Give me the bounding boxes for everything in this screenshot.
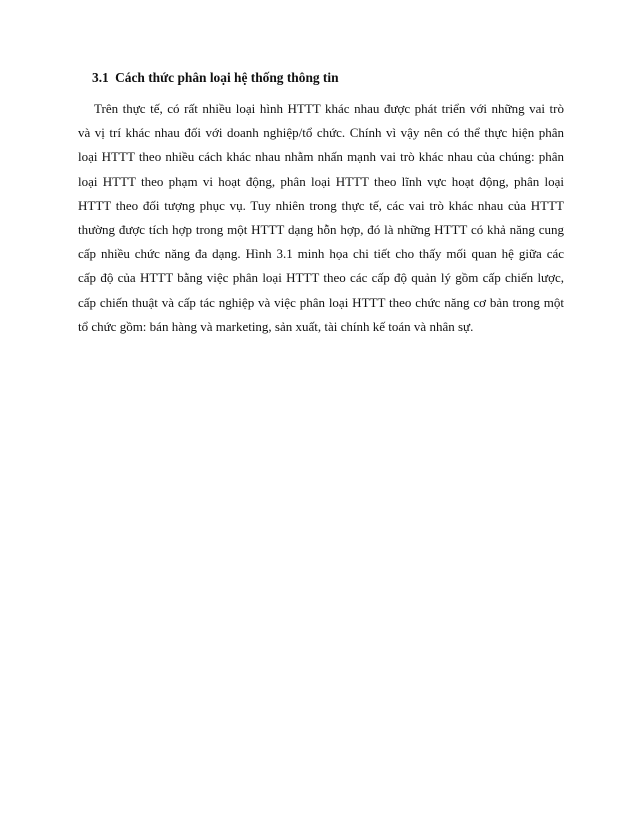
paragraph-line: loại HTTT theo phạm vi hoạt động, phân loại HTTT theo lĩnh vực hoạt động, phân loại [78,173,564,189]
paragraph-line: cấp nhiều chức năng đa dạng. Hình 3.1 minh họa chi tiết cho thấy mối quan hệ giữa các [78,246,564,262]
paragraph-line: thường được tích hợp trong một HTTT dạng hỗn hợp, đó là những HTTT có khả năng cung [78,221,564,237]
body-paragraph [78,97,564,339]
document-body [78,68,564,339]
paragraph-line: và vị trí khác nhau đối với doanh nghiệp/tổ chức. Chính vì vậy nên có thể thực hiện phân [78,125,564,141]
paragraph-line: Trên thực tế, có rất nhiều loại hình HTTT khác nhau được phát triển với những vai trò [94,101,564,116]
section-heading [92,68,564,87]
paragraph-line: tổ chức gồm: bán hàng và marketing, sản xuất, tài chính kế toán và nhân sự. [78,318,474,334]
paragraph-line: cấp độ của HTTT bằng việc phân loại HTTT theo các cấp độ quản lý gồm cấp chiến lược, [78,270,564,286]
section-number: 3.1 [92,70,109,85]
paragraph-line: loại HTTT theo nhiều cách khác nhau nhằm nhấn mạnh vai trò khác nhau của chúng: phân [78,149,564,165]
paragraph-line: HTTT theo đối tượng phục vụ. Tuy nhiên trong thực tế, các vai trò khác nhau của HTTT [78,197,564,213]
section-title: Cách thức phân loại hệ thống thông tin [115,70,339,85]
paragraph-line: cấp chiến thuật và cấp tác nghiệp và việc phân loại HTTT theo chức năng cơ bản trong một [78,294,564,310]
